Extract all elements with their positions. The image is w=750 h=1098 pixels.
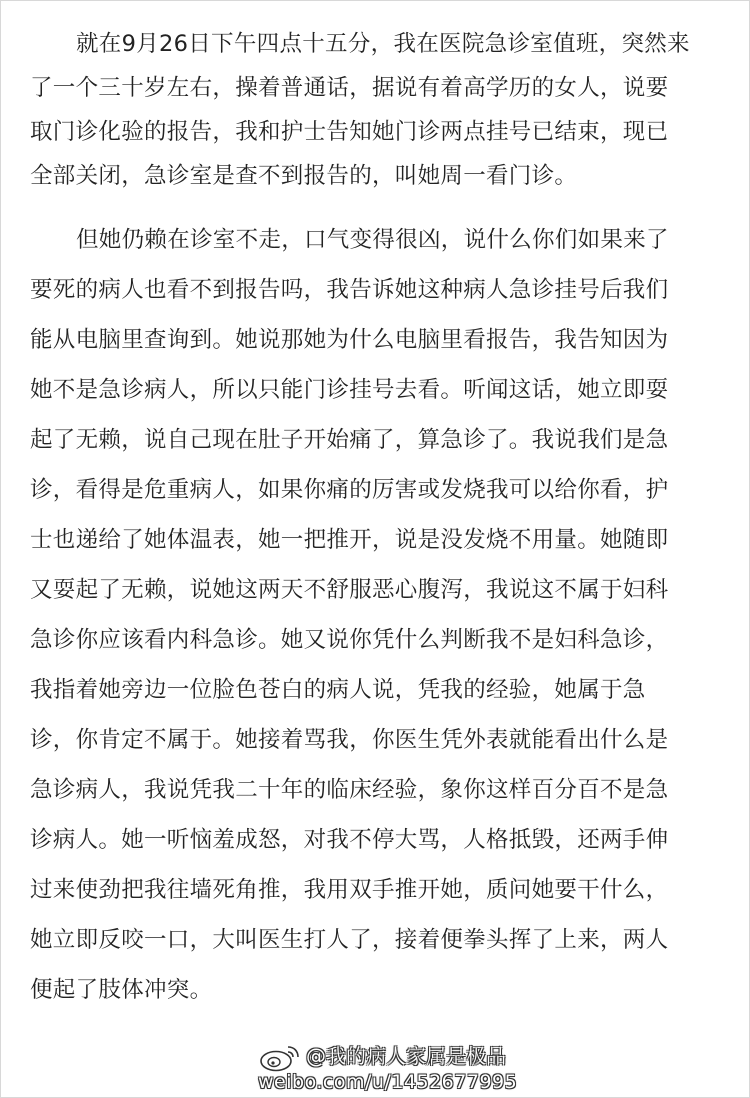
text-line: 全部关闭，急诊室是查不到报告的，叫她周一看门诊。 [30, 163, 578, 189]
text-line: 她立即反咬一口，大叫医生打人了，接着便拳头挥了上来，两人 [30, 927, 669, 953]
text-line: 取门诊化验的报告，我和护士告知她门诊两点挂号已结束，现已 [30, 119, 669, 145]
text-line: 就在9月26日下午四点十五分，我在医院急诊室值班，突然来 [76, 31, 690, 57]
text-line: 但她仍赖在诊室不走，口气变得很凶，说什么你们如果来了 [76, 227, 669, 253]
text-line: 诊，看得是危重病人，如果你痛的厉害或发烧我可以给你看，护 [30, 477, 669, 503]
text-line: 能从电脑里查询到。她说那她为什么电脑里看报告，我告知因为 [30, 327, 669, 353]
text-line: 又耍起了无赖，说她这两天不舒服恶心腹泻，我说这不属于妇科 [30, 577, 669, 603]
text-line: 士也递给了她体温表，她一把推开，说是没发烧不用量。她随即 [30, 527, 669, 553]
weibo-handle: @我的病人家属是极品 [306, 1044, 506, 1068]
text-line: 她不是急诊病人，所以只能门诊挂号去看。听闻这话，她立即耍 [30, 377, 669, 403]
text-line: 诊，你肯定不属于。她接着骂我，你医生凭外表就能看出什么是 [30, 727, 669, 753]
text-line: 便起了肢体冲突。 [30, 977, 213, 1003]
weibo-watermark [258, 1040, 558, 1096]
text-line: 诊病人。她一听恼羞成怒，对我不停大骂，人格抵毁，还两手伸 [30, 827, 669, 853]
text-line: 要死的病人也看不到报告吗，我告诉她这种病人急诊挂号后我们 [30, 277, 669, 303]
text-line: 了一个三十岁左右，操着普通话，据说有着高学历的女人，说要 [30, 75, 669, 101]
text-line: 我指着她旁边一位脸色苍白的病人说，凭我的经验，她属于急 [30, 677, 646, 703]
text-line: 过来使劲把我往墙死角推，我用双手推开她，质问她要干什么， [30, 877, 669, 903]
weibo-url: weibo.com/u/1452677995 [258, 1071, 518, 1093]
weibo-logo-icon [258, 1042, 302, 1072]
text-line: 急诊病人，我说凭我二十年的临床经验，象你这样百分百不是急 [30, 777, 669, 803]
text-line: 起了无赖，说自己现在肚子开始痛了，算急诊了。我说我们是急 [30, 427, 669, 453]
text-line: 急诊你应该看内科急诊。她又说你凭什么判断我不是妇科急诊， [30, 627, 669, 653]
